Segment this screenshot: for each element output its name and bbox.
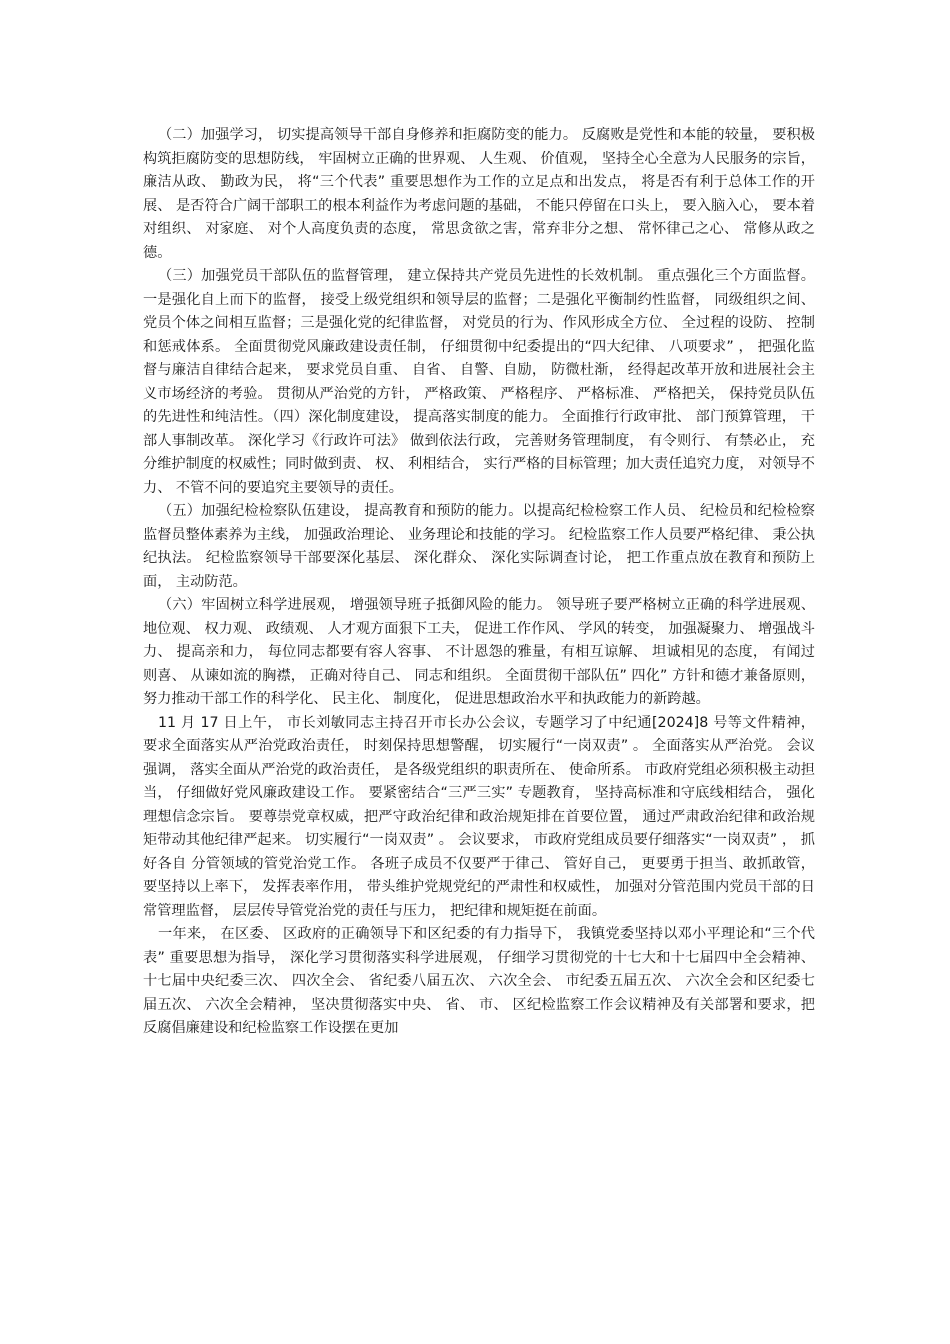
paragraph-discipline-team: （五）加强纪检检察队伍建设， 提高教育和预防的能力。以提高纪检检察工作人员、 纪检员和纪检检察监督员整体素养为主线， 加强政治理论、 业务理论和技能的学习。 纪检监察工作人员要严格纪律、 秉公执纪执法。 纪检监察领导干部要深化基层、 深化群众、 深化实际调查讨论， 把工作重点放在教育和预防上面， 主动防范。	[143, 503, 815, 590]
paragraph-scientific-development: （六）牢固树立科学进展观， 增强领导班子抵御风险的能力。 领导班子要严格树立正确的科学进展观、 地位观、 权力观、 政绩观、 人才观方面狠下工夫， 促进工作作风、 学风的转变， 加强凝聚力、 增强战斗力、 提高亲和力， 每位同志都要有容人容事、 不计恩怨的雅量，有相互谅解、 坦诚相见的态度， 有闻过则喜、 从谏如流的胸襟， 正确对待自己、 同志和组织。 全面贯彻干部队伍” 四化” 方针和德才兼备原则，努力推动干部工作的科学化、 民主化、 制度化， 促进思想政治水平和执政能力的新跨越。	[143, 597, 815, 707]
paragraph-year-review: 一年来， 在区委、 区政府的正确领导下和区纪委的有力指导下， 我镇党委坚持以邓小平理论和“三个代表” 重要思想为指导， 深化学习贯彻落实科学进展观， 仔细学习贯彻党的十七大和十七届四中全会精神、 十七届中央纪委三次、 四次全会、 省纪委八届五次、 六次全会、 市纪委五届五次、 六次全会和区纪委七届五次、 六次全会精神， 坚决贯彻落实中央、 省、 市、 区纪检监察工作会议精神及有关部署和要求，把反腐倡廉建设和纪检监察工作设摆在更加	[143, 926, 815, 1036]
paragraph-strengthen-study: （二）加强学习， 切实提高领导干部自身修养和拒腐防变的能力。 反腐败是党性和本能的较量， 要积极构筑拒腐防变的思想防线， 牢固树立正确的世界观、 人生观、 价值观， 坚持全心全意为人民服务的宗旨， 廉洁从政、 勤政为民， 将“三个代表” 重要思想作为工作的立足点和出发点， 将是否有利于总体工作的开展、 是否符合广阔干部职工的根本利益作为考虑问题的基础， 不能只停留在口头上， 要入脑入心， 要本着对组织、 对家庭、 对个人高度负责的态度， 常思贪欲之害，常弃非分之想、 常怀律己之心、 常修从政之德。	[143, 127, 815, 261]
document-body	[143, 124, 815, 1041]
paragraph-mayor-meeting: 11 月 17 日上午， 市长刘敏同志主持召开市长办公会议，专题学习了中纪通[2024]8 号等文件精神， 要求全面落实从严治党政治责任， 时刻保持思想警醒， 切实履行“一岗双责” 。 全面落实从严治党。 会议强调， 落实全面从严治党的政治责任， 是各级党组织的职责所在、 使命所系。 市政府党组必须积极主动担当， 仔细做好党风廉政建设工作。 要紧密结合“三严三实” 专题教育， 坚持高标准和守底线相结合， 强化理想信念宗旨。 要尊崇党章权威，把严守政治纪律和政治规矩排在首要位置， 通过严肃政治纪律和政治规矩带动其他纪律严起来。 切实履行“一岗双责” 。 会议要求， 市政府党组成员要仔细落实“一岗双责” ， 抓好各自 分管领域的管党治党工作。 各班子成员不仅要严于律己、 管好自己， 更要勇于担当、敢抓敢管， 要坚持以上率下， 发挥表率作用， 带头维护党规党纪的严肃性和权威性， 加强对分管范围内党员干部的日常管理监督， 层层传导管党治党的责任与压力， 把纪律和规矩挺在前面。	[143, 714, 815, 919]
paragraph-supervision-and-system: （三）加强党员干部队伍的监督管理， 建立保持共产党员先进性的长效机制。 重点强化三个方面监督。 一是强化自上而下的监督， 接受上级党组织和领导层的监督；二是强化平衡制约性监督， 同级组织之间、 党员个体之间相互监督；三是强化党的纪律监督， 对党员的行为、作风形成全方位、 全过程的设防、 控制和惩戒体系。 全面贯彻党风廉政建设责任制， 仔细贯彻中纪委提出的“四大纪律、 八项要求” ， 把强化监督与廉洁自律结合起来， 要求党员自重、 自省、 自警、自励， 防微杜渐， 经得起改革开放和进展社会主义市场经济的考验。 贯彻从严治党的方针， 严格政策、 严格程序、 严格标准、 严格把关， 保持党员队伍的先进性和纯洁性。（四）深化制度建设， 提高落实制度的能力。 全面推行行政审批、 部门预算管理， 干部人事制改革。 深化学习《行政许可法》 做到依法行政， 完善财务管理制度， 有令则行、 有禁必止， 充分维护制度的权威性；同时做到责、 权、 利相结合， 实行严格的目标管理；加大责任追究力度， 对领导不力、 不管不问的要追究主要领导的责任。	[143, 268, 815, 496]
